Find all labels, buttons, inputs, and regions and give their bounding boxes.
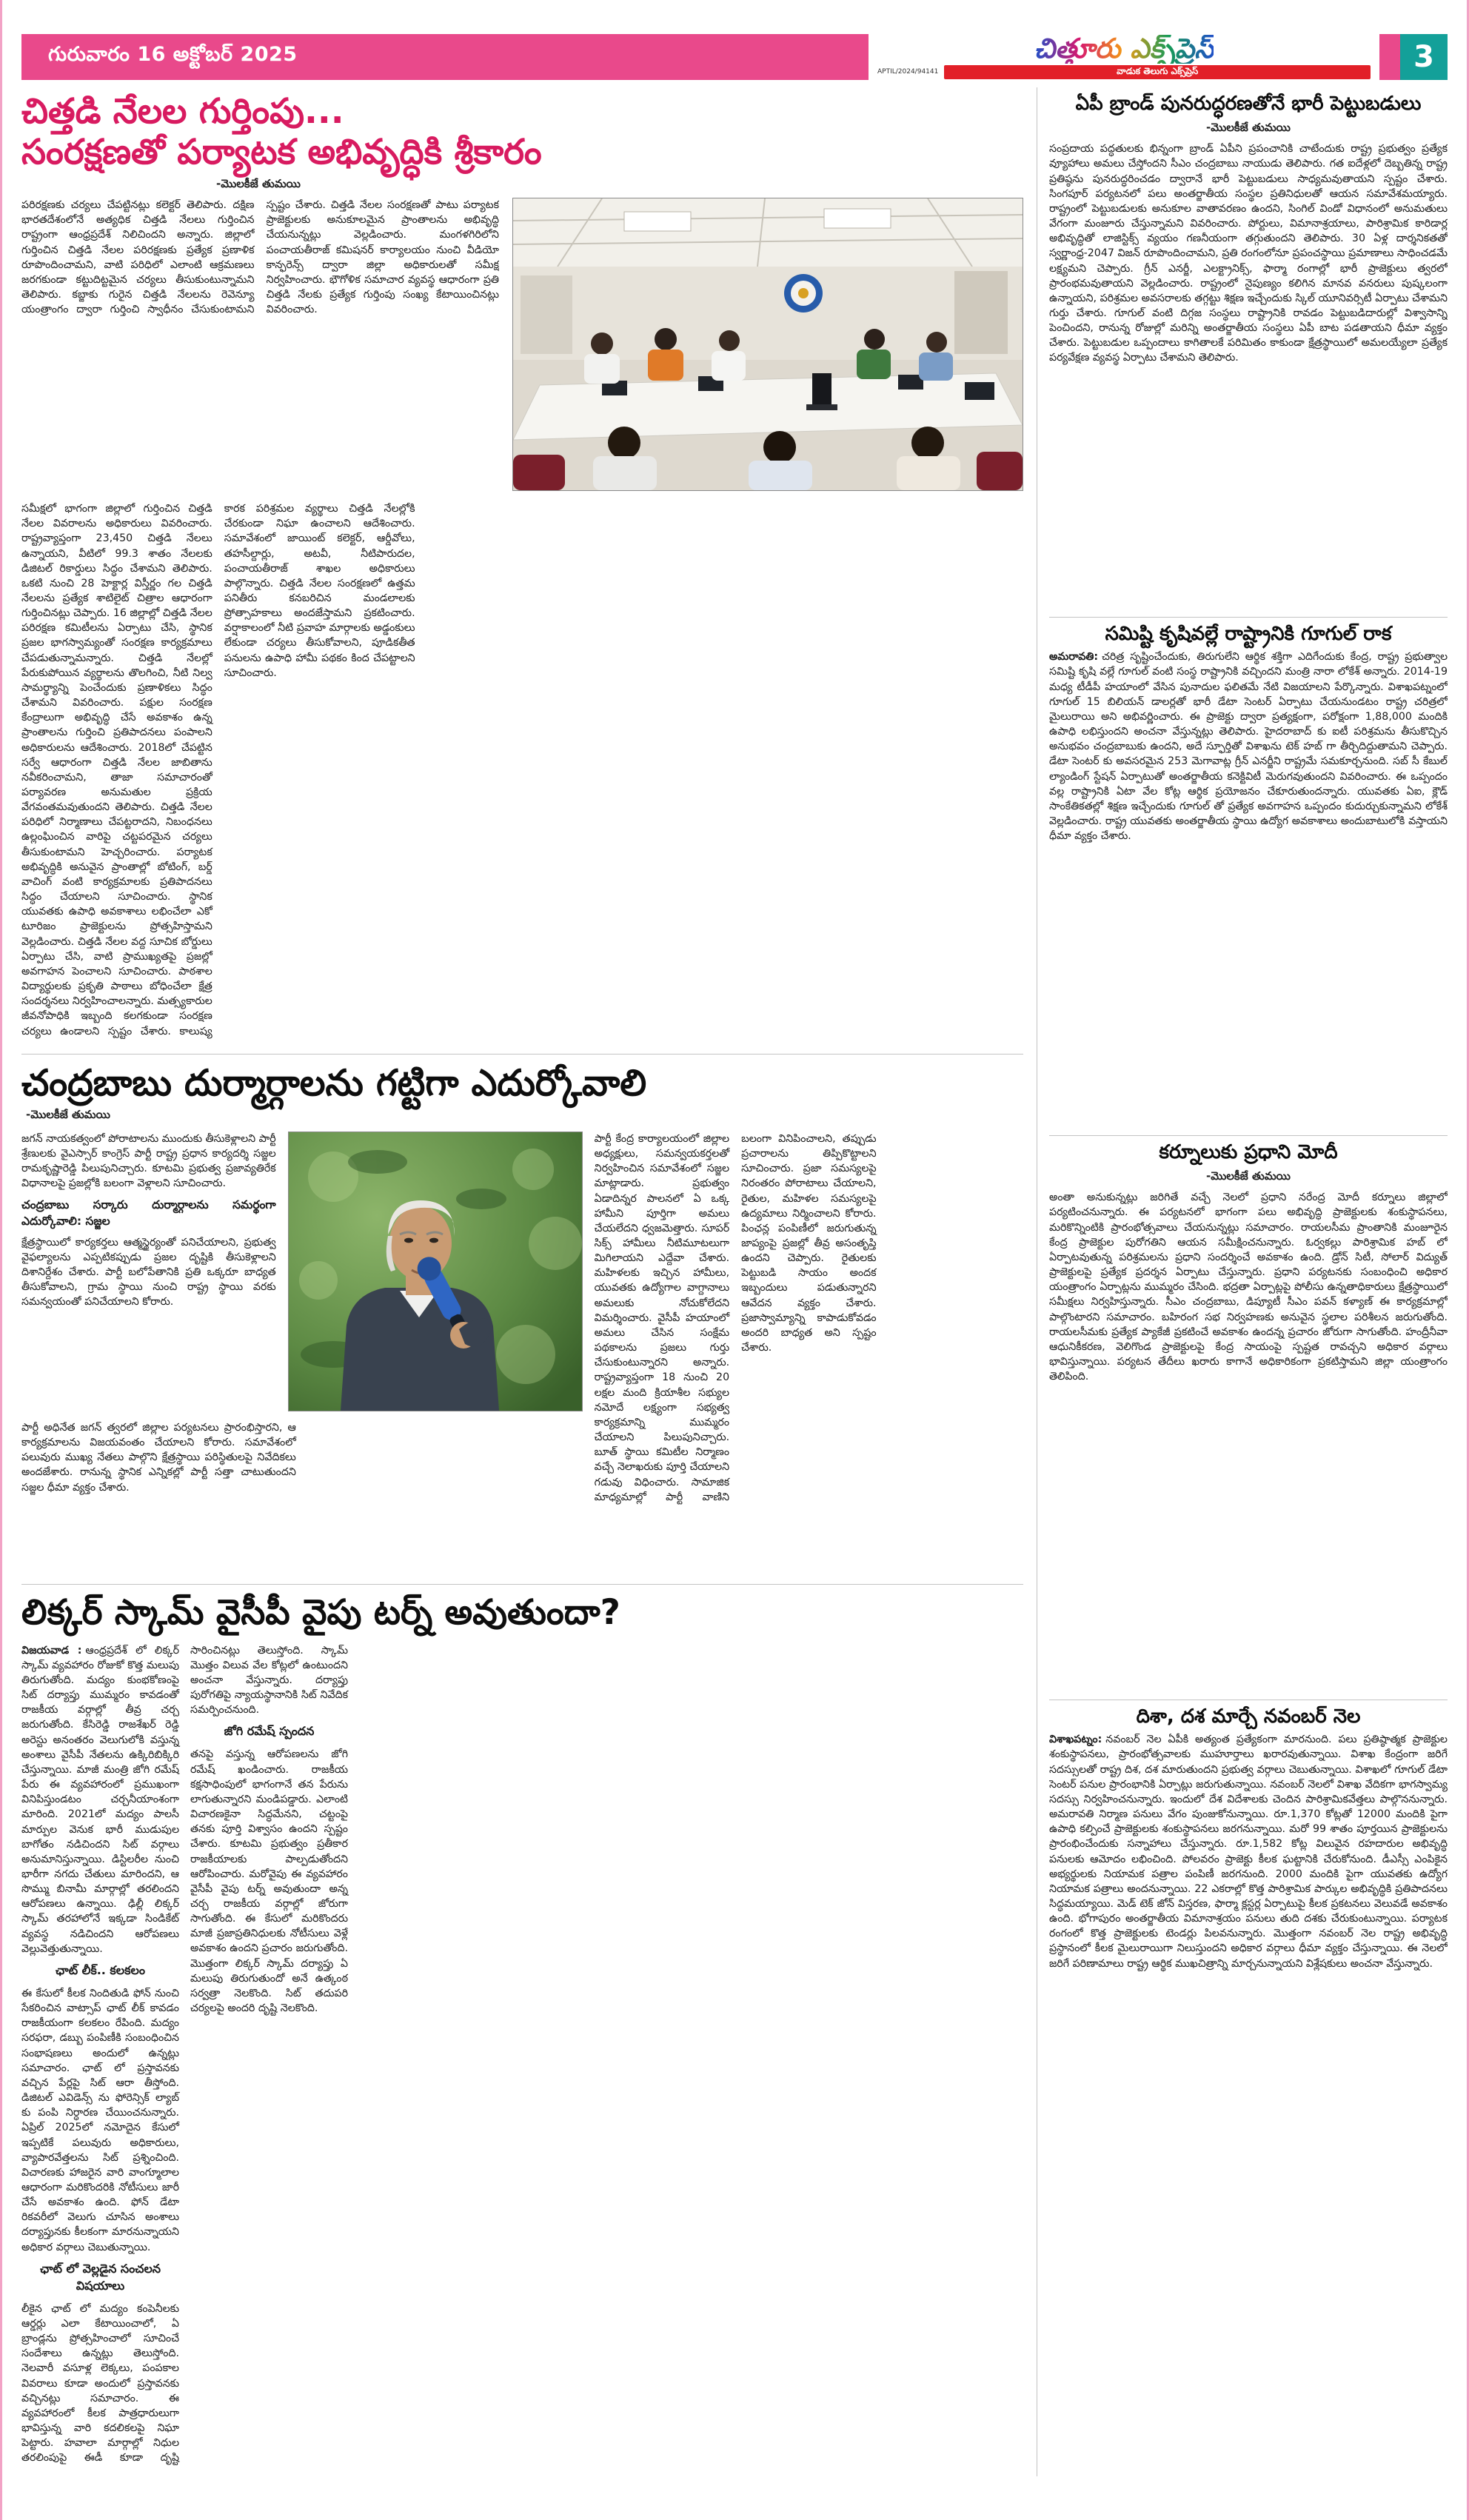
article-liquor-scam-headline: లిక్కర్ స్కామ్ వైసీపీ వైపు టర్న్ అవుతుందా? xyxy=(21,1592,620,1634)
body-text: క్షేత్రస్థాయిలో కార్యకర్తలు ఆత్మస్థైర్యంతో పనిచేయాలని, ప్రభుత్వ వైఫల్యాలను ఎప్పటికప్పుడు ప్రజల దృష్టికి తీసుకెళ్లాలని దిశానిర్దేశం చేశారు. పార్టీ బలోపేతానికి ప్రతి ఒక్కరూ బాధ్యత తీసుకోవాలని, గ్రామ స్థాయి నుంచి రాష్ట్ర స్థాయి వరకు సమన్వయంతో పనిచేయాలని కోరారు. xyxy=(21,1236,276,1309)
registration-number: APTIL/2024/94141 xyxy=(877,68,939,76)
article-november-month-headline: దిశా, దశ మార్చే నవంబర్ నెల xyxy=(1136,1705,1361,1728)
subhead-jogi-ramesh-response: జోగి రమేష్ స్పందన xyxy=(224,1724,315,1739)
newspaper-logo xyxy=(869,34,1379,80)
body-text: పార్టీ కేంద్ర కార్యాలయంలో జిల్లాల అధ్యక్షులు, సమన్వయకర్తలతో నిర్వహించిన సమావేశంలో సజ్జల మాట్లాడారు. ప్రభుత్వం ఏడాదిన్నర పాలనలో ఏ ఒక్క హామీని పూర్తిగా అమలు చేయలేదని ధ్వజమెత్తారు. సూపర్ సిక్స్ హామీలు నీటిమూటలుగా మిగిలాయని ఎద్దేవా చేశారు. మహిళలకు ఇచ్చిన హామీలు, యువతకు ఉద్యోగాల వాగ్దానాలు అమలుకు నోచుకోలేదని విమర్శించారు. వైసీపీ హయాంలో అమలు చేసిన సంక్షేమ పథకాలను ప్రజలు గుర్తు చేసుకుంటున్నారని అన్నారు. రాష్ట్రవ్యాప్తంగా 18 నుంచి 20 లక్షల మంది క్రియాశీల సభ్యుల నమోదే లక్ష్యంగా సభ్యత్వ కార్యక్రమాన్ని ముమ్మరం చేయాలని పిలుపునిచ్చారు. బూత్ స్థాయి కమిటీల నిర్మాణం వచ్చే నెలాఖరుకు పూర్తి చేయాలని గడువు విధించారు. సామాజిక మాధ్యమాల్లో పార్టీ వాణిని బలంగా వినిపించాలని, తప్పుడు ప్రచారాలను తిప్పికొట్టాలని సూచించారు. ప్రజా సమస్యలపై నిరంతరం పోరాటాలు చేయాలని, రైతుల, మహిళల సమస్యలపై ఉద్యమాలు నిర్మించాలని కోరారు. పింఛన్ల పంపిణీలో జరుగుతున్న జాప్యంపై ప్రజల్లో తీవ్ర అసంతృప్తి ఉందని చెప్పారు. రైతులకు పెట్టుబడి సాయం అందక ఇబ్బందులు పడుతున్నారని ఆవేదన వ్యక్తం చేశారు. ప్రజాస్వామ్యాన్ని కాపాడుకోవడం అందరి బాధ్యత అని స్పష్టం చేశారు. xyxy=(594,1132,877,1503)
article-chandrababu-col1 xyxy=(21,1132,276,1411)
article-google-arrival xyxy=(1049,618,1448,1136)
sidebar-column xyxy=(1037,87,1448,2476)
body-text: విజయవాడ : ఆంధ్రప్రదేశ్ లో లిక్కర్ స్కామ్ వ్యవహారం రోజుకో కొత్త మలుపు తిరుగుతోంది. మద్యం కుంభకోణంపై సిట్ దర్యాప్తు ముమ్మరం కావడంతో రాజకీయ వర్గాల్లో తీవ్ర చర్చ జరుగుతోంది. కేసిరెడ్డి రాజశేఖర్ రెడ్డి అరెస్టు అనంతరం వెలుగులోకి వస్తున్న అంశాలు వైసీపీ నేతలను ఉక్కిరిబిక్కిరి చేస్తున్నాయి. మాజీ మంత్రి జోగి రమేష్ పేరు ఈ వ్యవహారంలో ప్రముఖంగా వినిపిస్తుండటం చర్చనీయాంశంగా మారింది. 2021లో మద్యం పాలసీ మార్పుల వెనుక భారీ ముడుపుల బాగోతం నడిచిందని సిట్ వర్గాలు అనుమానిస్తున్నాయి. డిస్టిలరీల నుంచి భారీగా నగదు చేతులు మారిందని, ఆ సొమ్ము బినామీ మార్గాల్లో తరలిందని ఆరోపణలు ఉన్నాయి. ఢిల్లీ లిక్కర్ స్కామ్ తరహాలోనే ఇక్కడా సిండికేట్ వ్యవస్థ నడిచిందని ఆరోపణలు వెల్లువెత్తుతున్నాయి. xyxy=(21,1644,179,1955)
article-wetlands-headline xyxy=(21,92,1023,173)
article-chandrababu-subhead: చంద్రబాబు సర్కారు దుర్మార్గాలను సమర్థంగా ఎదుర్కోవాలి: సజ్జల xyxy=(21,1197,276,1228)
article-ap-brand-headline: ఏపీ బ్రాండ్ పునరుద్ధరణతోనే భారీ పెట్టుబడులు xyxy=(1075,93,1422,115)
article-google-arrival-headline: సమిష్టి కృషివల్లే రాష్ట్రానికి గూగుల్ రాక xyxy=(1105,623,1392,645)
article-liquor-scam-body xyxy=(21,1643,1023,2479)
article-ap-brand-byline: -మెులకీజే తుమయి xyxy=(1206,121,1291,135)
article-chandrababu xyxy=(21,1054,1023,1572)
issue-date: గురువారం 16 అక్టోబర్ 2025 xyxy=(48,43,298,66)
meeting-photo xyxy=(512,198,1023,491)
article-wetlands-intro xyxy=(21,198,499,488)
body-text: అమరావతి: చరిత్ర సృష్టించేందుకు, తిరుగులేని ఆర్థిక శక్తిగా ఎదిగేందుకు కేంద్ర, రాష్ట్ర ప్రభుత్వాల సమిష్టి కృషి వల్లే గూగుల్ వంటి సంస్థ రాష్ట్రానికి వచ్చిందని మంత్రి నారా లోకేశ్ అన్నారు. 2014-19 మధ్య టీడీపీ హయాంలో వేసిన పునాదుల ఫలితమే నేటి విజయాలని పేర్కొన్నారు. విశాఖపట్నంలో గూగుల్ 15 బిలియన్ డాలర్లతో భారీ డేటా సెంటర్ ఏర్పాటు చేయనుండటం రాష్ట్ర చరిత్రలో మైలురాయి అని అభివర్ణించారు. ఈ ప్రాజెక్టు ద్వారా ప్రత్యక్షంగా, పరోక్షంగా 1,88,000 మందికి ఉపాధి లభిస్తుందని అంచనా వేస్తున్నట్లు తెలిపారు. హైదరాబాద్ కు ఐటీ పరిశ్రమను తీసుకొచ్చిన అనుభవం చంద్రబాబుకు ఉందని, అదే స్ఫూర్తితో విశాఖను టెక్ హబ్ గా తీర్చిదిద్దుతామని చెప్పారు. డేటా సెంటర్ కు అవసరమైన 253 మెగావాట్ల గ్రీన్ ఎనర్జీని రాష్ట్రమే సమకూర్చనుంది. సబ్ సీ కేబుల్ ల్యాండింగ్ స్టేషన్ ఏర్పాటుతో అంతర్జాతీయ కనెక్టివిటీ మెరుగవుతుందని వివరించారు. ఈ ఒప్పందం వల్ల రాష్ట్రానికి ఏటా వేల కోట్ల ఆర్థిక ప్రయోజనం చేకూరుతుందన్నారు. యువతకు ఏఐ, క్లౌడ్ సాంకేతికతల్లో శిక్షణ ఇచ్చేందుకు గూగుల్ తో ప్రత్యేక అవగాహన ఒప్పందం కుదుర్చుకున్నామని లోకేశ్ వెల్లడించారు. రాష్ట్ర యువతకు అంతర్జాతీయ స్థాయి ఉద్యోగ అవకాశాలు అందుబాటులోకి వస్తాయని ధీమా వ్యక్తం చేశారు. xyxy=(1049,651,1448,843)
body-text: పరిరక్షణకు చర్యలు చేపట్టినట్లు కలెక్టర్ తెలిపారు. దక్షిణ భారతదేశంలోనే అత్యధిక చిత్తడి నేలలు గుర్తించిన రాష్ట్రంగా ఆంధ్రప్రదేశ్ నిలిచిందని అన్నారు. జిల్లాలో గుర్తించిన చిత్తడి నేలల పరిరక్షణకు ప్రత్యేక ప్రణాళిక రూపొందించామని, వాటి పరిధిలో ఎలాంటి ఆక్రమణలు జరగకుండా కట్టుదిట్టమైన చర్యలు తీసుకుంటున్నామని తెలిపారు. కబ్జాకు గురైన చిత్తడి నేలలను రెవెన్యూ యంత్రాంగం ద్వారా గుర్తించి స్వాధీనం చేసుకుంటామని స్పష్టం చేశారు. చిత్తడి నేలల సంరక్షణతో పాటు పర్యాటక ప్రాజెక్టులకు అనుకూలమైన ప్రాంతాలను అభివృద్ధి చేయనున్నట్లు వెల్లడించారు. మంగళగిరిలోని పంచాయతీరాజ్ కమిషనర్ కార్యాలయం నుంచి వీడియో కాన్ఫరెన్స్ ద్వారా జిల్లా అధికారులతో సమీక్ష నిర్వహించారు. భౌగోళిక సమాచార వ్యవస్థ ఆధారంగా ప్రతి చిత్తడి నేలకు ప్రత్యేక గుర్తింపు సంఖ్య కేటాయించినట్లు వివరించారు. xyxy=(21,199,499,316)
article-wetlands xyxy=(21,92,1023,1042)
page-content xyxy=(21,87,1448,2476)
article-modi-kurnool xyxy=(1049,1136,1448,1700)
body-text: అంతా అనుకున్నట్లు జరిగితే వచ్చే నెలలో ప్రధాని నరేంద్ర మోదీ కర్నూలు జిల్లాలో పర్యటించనున్నారు. ఈ పర్యటనలో భాగంగా పలు అభివృద్ధి ప్రాజెక్టులకు శంకుస్థాపనలు, మరికొన్నింటికి ప్రారంభోత్సవాలు చేయనున్నట్లు సమాచారం. రాయలసీమ ప్రాంతానికి మంజూరైన కేంద్ర ప్రాజెక్టుల పురోగతిని ఆయన సమీక్షించనున్నారు. ఓర్వకల్లు పారిశ్రామిక హబ్ లో ఏర్పాటవుతున్న పరిశ్రమలను ప్రధాని సందర్శించే అవకాశం ఉంది. డ్రోన్ సిటీ, సోలార్ విద్యుత్ ప్రాజెక్టులపై ప్రత్యేక ప్రదర్శన ఏర్పాటు చేస్తున్నారు. ప్రధాని పర్యటనకు సంబంధించి అధికార యంత్రాంగం ఏర్పాట్లను ముమ్మరం చేసింది. భద్రతా ఏర్పాట్లపై పోలీసు ఉన్నతాధికారులు క్షేత్రస్థాయిలో సమీక్షలు నిర్వహిస్తున్నారు. సీఎం చంద్రబాబు, డిప్యూటీ సీఎం పవన్ కళ్యాణ్ ఈ కార్యక్రమాల్లో పాల్గొంటారని సమాచారం. బహిరంగ సభ నిర్వహణకు అనువైన స్థలాల పరిశీలన జరుగుతోంది. రాయలసీమకు ప్రత్యేక ప్యాకేజీ ప్రకటించే అవకాశం ఉందన్న ప్రచారం జోరుగా సాగుతోంది. హంద్రీనీవా ఆధునికీకరణ, వెలిగొండ ప్రాజెక్టులపై కేంద్ర సాయంపై స్పష్టత రావచ్చని అధికార వర్గాలు భావిస్తున్నాయి. పర్యటన తేదీలు ఖరారు కాగానే అధికారికంగా ప్రకటిస్తామని జిల్లా యంత్రాంగం తెలిపింది. xyxy=(1049,1192,1448,1383)
article-liquor-scam xyxy=(21,1584,1023,2479)
main-column xyxy=(21,87,1023,2476)
logo-strip xyxy=(877,65,1371,79)
logo-title: చిత్తూరు ఎక్స్‌ప్రెస్ xyxy=(1034,33,1214,65)
article-modi-kurnool-headline: కర్నూలుకు ప్రధాని మోదీ xyxy=(1159,1141,1338,1163)
speaker-photo-image xyxy=(289,1132,582,1411)
page-number: 3 xyxy=(1400,34,1448,80)
dateline: విజయవాడ : xyxy=(21,1644,82,1657)
subhead-chat-leak: ఛాట్ లీక్.. కలకలం xyxy=(56,1962,145,1977)
article-chandrababu-byline: -మెులకీజే తుమయి xyxy=(26,1107,110,1121)
headline-line-2: సంరక్షణతో పర్యాటక అభివృద్ధికి శ్రీకారం xyxy=(21,131,542,173)
body-text: జగన్ నాయకత్వంలో పోరాటాలను ముందుకు తీసుకెళ్లాలని పార్టీ శ్రేణులకు వైఎస్సార్ కాంగ్రెస్ పార్టీ రాష్ట్ర ప్రధాన కార్యదర్శి సజ్జల రామకృష్ణారెడ్డి పిలుపునిచ్చారు. కూటమి ప్రభుత్వ ప్రజావ్యతిరేక విధానాలపై ప్రజల్లోకి బలంగా వెళ్లాలని సూచించారు. xyxy=(21,1132,276,1190)
article-november-month xyxy=(1049,1700,1448,2460)
headline-line-1: చిత్తడి నేలల గుర్తింపు... xyxy=(21,91,344,132)
body-text: సంప్రదాయ పద్ధతులకు భిన్నంగా బ్రాండ్ ఏపీని ప్రపంచానికి చాటేందుకు రాష్ట్ర ప్రభుత్వం ప్రత్యేక వ్యూహాలు అమలు చేస్తోందని సీఎం చంద్రబాబు నాయుడు తెలిపారు. గత ఐదేళ్లలో దెబ్బతిన్న రాష్ట్ర ప్రతిష్ఠను పునరుద్ధరించడం ద్వారానే భారీ పెట్టుబడులు సాధ్యమవుతాయని స్పష్టం చేశారు. సింగపూర్ పర్యటనలో పలు అంతర్జాతీయ సంస్థల ప్రతినిధులతో ఆయన సమావేశమయ్యారు. రాష్ట్రంలో పెట్టుబడులకు అనుకూల వాతావరణం ఉందని, సింగిల్ విండో విధానంలో అనుమతులు వేగంగా మంజూరు చేస్తున్నామని వివరించారు. పోర్టులు, విమానాశ్రయాలు, పారిశ్రామిక కారిడార్ల అభివృద్ధితో లాజిస్టిక్స్ వ్యయం గణనీయంగా తగ్గుతుందని తెలిపారు. 30 ఏళ్ల దార్శనికతతో స్వర్ణాంధ్ర-2047 విజన్ రూపొందించామని, ప్రతి రంగంలోనూ ప్రపంచస్థాయి ప్రమాణాలు సాధించడమే లక్ష్యమని చెప్పారు. గ్రీన్ ఎనర్జీ, ఎలక్ట్రానిక్స్, ఫార్మా రంగాల్లో భారీ ప్రాజెక్టులు త్వరలో ప్రారంభమవుతాయని వెల్లడించారు. రాష్ట్రంలో నైపుణ్యం కలిగిన మానవ వనరులు పుష్కలంగా ఉన్నాయని, పరిశ్రమల అవసరాలకు తగ్గట్టు శిక్షణ ఇచ్చేందుకు స్కిల్ యూనివర్సిటీ ఏర్పాటు చేశామని గుర్తు చేశారు. గూగుల్ వంటి దిగ్గజ సంస్థలు రాష్ట్రానికి రావడం పెట్టుబడిదారుల్లో విశ్వాసాన్ని పెంచిందని, రానున్న రోజుల్లో మరిన్ని అంతర్జాతీయ సంస్థలు ఏపీ బాట పడతాయని ధీమా వ్యక్తం చేశారు. పెట్టుబడుల ఒప్పందాలు కాగితాలకే పరిమితం కాకుండా క్షేత్రస్థాయిలో అమలయ్యేలా ప్రత్యేక పర్యవేక్షణ వ్యవస్థ ఏర్పాటు చేశామని తెలిపారు. xyxy=(1049,143,1448,364)
logo-tagline: వాడుక తెలుగు ఎక్స్‌ప్రెస్ xyxy=(944,65,1371,79)
dateline: అమరావతి: xyxy=(1049,651,1099,664)
meeting-photo-image xyxy=(513,198,1023,490)
article-chandrababu-footer xyxy=(21,1420,583,1508)
article-wetlands-byline: -మెులకీజే తుమయి xyxy=(216,177,301,191)
body-text: లీకైన ఛాట్ లో మద్యం కంపెనీలకు ఆర్డర్లు ఎలా కేటాయించాలో, ఏ బ్రాండ్లను ప్రోత్సహించాలో సూచించే సందేశాలు ఉన్నట్లు తెలుస్తోంది. నెలవారీ వసూళ్ల లెక్కలు, పంపకాల వివరాలు కూడా అందులో ప్రస్తావనకు వచ్చినట్లు సమాచారం. ఈ వ్యవహారంలో కీలక పాత్రధారులుగా భావిస్తున్న వారి కదలికలపై నిఘా పెట్టారు. హవాలా మార్గాల్లో నిధుల తరలింపుపై ఈడీ కూడా దృష్టి సారించినట్లు తెలుస్తోంది. స్కామ్ మొత్తం విలువ వేల కోట్లలో ఉంటుందని అంచనా వేస్తున్నారు. దర్యాప్తు పురోగతిపై న్యాయస్థానానికి సిట్ నివేదిక సమర్పించనుంది. xyxy=(21,1644,348,2464)
date-bar xyxy=(21,34,869,80)
dateline: విశాఖపట్నం: xyxy=(1049,1734,1102,1746)
body-text: ఈ కేసులో కీలక నిందితుడి ఫోన్ నుంచి సేకరించిన వాట్సాప్ ఛాట్ లీక్ కావడం రాజకీయంగా కలకలం రేపింది. మద్యం సరఫరా, డబ్బు పంపిణీకి సంబంధించిన సంభాషణలు అందులో ఉన్నట్లు సమాచారం. ఛాట్ లో ప్రస్తావనకు వచ్చిన పేర్లపై సిట్ ఆరా తీస్తోంది. డిజిటల్ ఎవిడెన్స్ ను ఫోరెన్సిక్ ల్యాబ్ కు పంపి నిర్ధారణ చేయించనున్నారు. ఏప్రిల్ 2025లో నమోదైన కేసులో ఇప్పటికే పలువురు అధికారులు, వ్యాపారవేత్తలను సిట్ ప్రశ్నించింది. విచారణకు హాజరైన వారి వాంగ్మూలాల ఆధారంగా మరికొందరికి నోటీసులు జారీ చేసే అవకాశం ఉంది. ఫోన్ డేటా రికవరీలో వెలుగు చూసిన అంశాలు దర్యాప్తునకు కీలకంగా మారనున్నాయని అధికార వర్గాలు చెబుతున్నాయి. xyxy=(21,1987,179,2253)
body-text: సమీక్షలో భాగంగా జిల్లాలో గుర్తించిన చిత్తడి నేలల వివరాలను అధికారులు వివరించారు. రాష్ట్రవ్యాప్తంగా 23,450 చిత్తడి నేలలు ఉన్నాయని, వీటిలో 99.3 శాతం నేలలకు డిజిటల్ రికార్డులు సిద్ధం చేశామని తెలిపారు. ఒకటి నుంచి 28 హెక్టార్ల విస్తీర్ణం గల చిత్తడి నేలలను ప్రత్యేక శాటిలైట్ చిత్రాల ఆధారంగా గుర్తించినట్లు చెప్పారు. 16 జిల్లాల్లో చిత్తడి నేలల పరిరక్షణ కమిటీలను ఏర్పాటు చేసి, స్థానిక ప్రజల భాగస్వామ్యంతో సంరక్షణ కార్యక్రమాలు చేపడుతున్నామన్నారు. చిత్తడి నేలల్లో పేరుకుపోయిన వ్యర్థాలను తొలగించి, నీటి నిల్వ సామర్థ్యాన్ని పెంచేందుకు ప్రణాళికలు సిద్ధం చేశామని వివరించారు. పక్షుల సంరక్షణ కేంద్రాలుగా అభివృద్ధి చేసే అవకాశం ఉన్న ప్రాంతాలను గుర్తించి ప్రతిపాదనలు పంపాలని అధికారులను ఆదేశించారు. 2018లో చేపట్టిన సర్వే ఆధారంగా చిత్తడి నేలల జాబితాను నవీకరించామని, తాజా సమాచారంతో పర్యావరణ అనుమతుల ప్రక్రియ వేగవంతమవుతుందని తెలిపారు. చిత్తడి నేలల పరిధిలో నిర్మాణాలు చేపట్టరాదని, నిబంధనలు ఉల్లంఘించిన వారిపై చట్టపరమైన చర్యలు తీసుకుంటామని హెచ్చరించారు. పర్యాటక అభివృద్ధికి అనువైన ప్రాంతాల్లో బోటింగ్, బర్డ్ వాచింగ్ వంటి కార్యక్రమాలకు ప్రతిపాదనలు సిద్ధం చేయాలని సూచించారు. స్థానిక యువతకు ఉపాధి అవకాశాలు లభించేలా ఎకో టూరిజం ప్రాజెక్టులను ప్రోత్సహిస్తామని వెల్లడించారు. చిత్తడి నేలల వద్ద సూచిక బోర్డులు ఏర్పాటు చేసి, వాటి ప్రాముఖ్యతపై ప్రజల్లో అవగాహన పెంచాలని సూచించారు. పాఠశాల విద్యార్థులకు ప్రకృతి పాఠాలు బోధించేలా క్షేత్ర సందర్శనలు నిర్వహించాలన్నారు. మత్స్యకారుల జీవనోపాధికి ఇబ్బంది కలగకుండా సంరక్షణ చర్యలు ఉండాలని స్పష్టం చేశారు. కాలుష్య కారక పరిశ్రమల వ్యర్థాలు చిత్తడి నేలల్లోకి చేరకుండా నిఘా ఉంచాలని ఆదేశించారు. సమావేశంలో జాయింట్ కలెక్టర్, ఆర్డీవోలు, తహసీల్దార్లు, అటవీ, నీటిపారుదల, పంచాయతీరాజ్ శాఖల అధికారులు పాల్గొన్నారు. చిత్తడి నేలల సంరక్షణలో ఉత్తమ పనితీరు కనబరిచిన మండలాలకు ప్రోత్సాహకాలు అందజేస్తామని ప్రకటించారు. వర్షాకాలంలో నీటి ప్రవాహ మార్గాలకు అడ్డంకులు లేకుండా చర్యలు తీసుకోవాలని, పూడికతీత పనులను ఉపాధి హామీ పథకం కింద చేపట్టాలని సూచించారు. xyxy=(21,503,415,1037)
article-ap-brand xyxy=(1049,87,1448,618)
article-chandrababu-headline: చంద్రబాబు దుర్మార్గాలను గట్టిగా ఎదుర్కోవాలి xyxy=(21,1062,647,1105)
subhead-chat-revelations: ఛాట్ లో వెల్లడైన సంచలన విషయాలు xyxy=(39,2261,161,2293)
article-wetlands-body xyxy=(21,501,1023,1042)
article-modi-kurnool-byline: -మెులకీజే తుమయి xyxy=(1206,1169,1291,1183)
body-text: పార్టీ అధినేత జగన్ త్వరలో జిల్లాల పర్యటనలు ప్రారంభిస్తారని, ఆ కార్యక్రమాలను విజయవంతం చేయాలని కోరారు. సమావేశంలో పలువురు ముఖ్య నేతలు పాల్గొని క్షేత్రస్థాయి పరిస్థితులపై నివేదికలు అందజేశారు. రానున్న స్థానిక ఎన్నికల్లో పార్టీ సత్తా చాటుతుందని సజ్జల ధీమా వ్యక్తం చేశారు. xyxy=(21,1421,296,1494)
article-chandrababu-body xyxy=(595,1132,1023,1511)
body-text: తనపై వస్తున్న ఆరోపణలను జోగి రమేష్ ఖండించారు. రాజకీయ కక్షసాధింపులో భాగంగానే తన పేరును లాగుతున్నారని మండిపడ్డారు. ఎలాంటి విచారణకైనా సిద్ధమేనని, చట్టంపై తనకు పూర్తి విశ్వాసం ఉందని స్పష్టం చేశారు. కూటమి ప్రభుత్వం ప్రతీకార రాజకీయాలకు పాల్పడుతోందని ఆరోపించారు. మరోవైపు ఈ వ్యవహారం వైసీపీ వైపు టర్న్ అవుతుందా అన్న చర్చ రాజకీయ వర్గాల్లో జోరుగా సాగుతోంది. ఈ కేసులో మరికొందరు మాజీ ప్రజాప్రతినిధులకు నోటీసులు వెళ్లే అవకాశం ఉందని ప్రచారం జరుగుతోంది. మొత్తంగా లిక్కర్ స్కామ్ దర్యాప్తు ఏ మలుపు తిరుగుతుందో అనే ఉత్కంఠ సర్వత్రా నెలకొంది. సిట్ తదుపరి చర్యలపై అందరి దృష్టి నెలకొంది. xyxy=(190,1748,348,2015)
body-text: విశాఖపట్నం: నవంబర్ నెల ఏపీకి అత్యంత ప్రత్యేకంగా మారనుంది. పలు ప్రతిష్ఠాత్మక ప్రాజెక్టుల శంకుస్థాపనలు, ప్రారంభోత్సవాలకు ముహూర్తాలు ఖరారవుతున్నాయి. విశాఖ కేంద్రంగా జరిగే సదస్సులతో రాష్ట్ర దిశ, దశ మారుతుందని ప్రభుత్వ వర్గాలు చెబుతున్నాయి. విశాఖలో గూగుల్ డేటా సెంటర్ పనుల ప్రారంభానికి ఏర్పాట్లు జరుగుతున్నాయి. నవంబర్ నెలలో విశాఖ వేదికగా భాగస్వామ్య సదస్సు నిర్వహించనున్నారు. ఇందులో దేశ విదేశాలకు చెందిన పారిశ్రామికవేత్తలు పాల్గొననున్నారు. అమరావతి నిర్మాణ పనులు వేగం పుంజుకోనున్నాయి. రూ.1,370 కోట్లతో 12000 మందికి పైగా ఉపాధి కల్పించే ప్రాజెక్టులకు శంకుస్థాపనలు జరగనున్నాయి. మరో 99 శాతం పూర్తయిన ప్రాజెక్టులను ప్రారంభించేందుకు సన్నాహాలు చేస్తున్నారు. రూ.1,582 కోట్ల విలువైన రహదారుల అభివృద్ధి పనులకు ఆమోదం లభించింది. పోలవరం ప్రాజెక్టు కీలక ఘట్టానికి చేరుకోనుంది. డీఎస్సీ ఎంపికైన అభ్యర్థులకు నియామక పత్రాల పంపిణీ జరగనుంది. 2000 మందికి పైగా యువతకు ఉద్యోగ నియామక పత్రాలు అందనున్నాయి. 22 ఎకరాల్లో కొత్త పారిశ్రామిక పార్కుల అభివృద్ధికి ప్రతిపాదనలు సిద్ధమయ్యాయి. మెడ్ టెక్ జోన్ విస్తరణ, ఫార్మా క్లస్టర్ల ఏర్పాటుపై కీలక ప్రకటనలు వెలువడే అవకాశం ఉంది. భోగాపురం అంతర్జాతీయ విమానాశ్రయం పనులు తుది దశకు చేరుకుంటున్నాయి. పర్యాటక రంగంలో కొత్త ప్రాజెక్టులకు టెండర్లు పిలవనున్నారు. మొత్తంగా నవంబర్ నెల రాష్ట్ర అభివృద్ధి ప్రస్థానంలో కీలక మైలురాయిగా నిలుస్తుందని అధికార వర్గాలు ధీమా వ్యక్తం చేస్తున్నాయి. ఈ నెలలో జరిగే పరిణామాలు రాష్ట్ర ఆర్థిక ముఖచిత్రాన్ని మార్చనున్నాయని విశ్లేషకులు అంచనా వేస్తున్నారు. xyxy=(1049,1734,1448,1970)
masthead xyxy=(21,34,1448,80)
speaker-photo xyxy=(288,1132,583,1411)
